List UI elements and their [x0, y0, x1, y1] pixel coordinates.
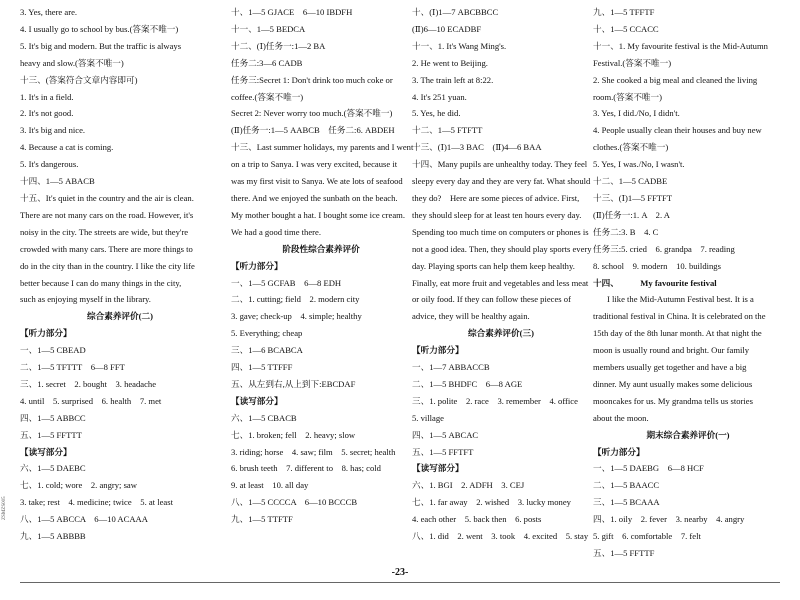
text-line: 十四、Many pupils are unhealthy today. They feel: [412, 159, 588, 170]
text-line: dinner. My aunt usually makes some delicious: [593, 378, 753, 389]
text-line: 八、1—5 ABCCA 6—10 ACAAA: [20, 514, 148, 525]
text-line: 三、1. secret 2. bought 3. headache: [20, 378, 157, 389]
text-line: 十二、1—5 FTFTT: [412, 125, 483, 136]
text-line: 任务三:Secret 1: Don't drink too much coke or: [231, 74, 393, 85]
text-line: 九、1—5 TTFTF: [231, 514, 293, 525]
text-line: 十三、(Ⅰ)1—5 FFTFT: [593, 192, 673, 203]
text-line: such as enjoying myself in the library.: [20, 294, 151, 305]
text-line: 一、1—7 ABBACCB: [412, 362, 490, 373]
text-line: 任务三:5. cried 6. grandpa 7. reading: [593, 243, 735, 254]
text-line: on a trip to Sanya. I was very excited, because it: [231, 159, 398, 170]
text-line: 七、1. far away 2. wished 3. lucky money: [412, 497, 571, 508]
text-line: 七、1. cold; wore 2. angry; saw: [20, 480, 137, 491]
text-line: 六、1—5 CBACB: [231, 412, 297, 423]
text-line: 十一、1. It's Wang Ming's.: [412, 40, 507, 51]
text-line: 五、1—5 FFTTF: [593, 548, 655, 558]
text-line: I like the Mid-Autumn Festival best. It is a: [607, 294, 754, 305]
text-line: 4. People usually clean their houses and buy new: [593, 125, 762, 136]
text-line: We had a good time there.: [231, 226, 321, 237]
text-line: 3. The train left at 8:22.: [412, 74, 494, 85]
answer-column-1: [20, 4, 220, 545]
text-line: 四、1—5 ABCAC: [412, 429, 479, 440]
text-line: (Ⅱ)任务一:1. A 2. A: [593, 209, 670, 220]
text-line: 3. take; rest 4. medicine; twice 5. at least: [20, 497, 173, 508]
text-line: 3. It's big and nice.: [20, 125, 86, 136]
text-line: 十三、(Ⅰ)1—3 BAC (Ⅱ)4—6 BAA: [412, 142, 542, 153]
text-line: 2. He went to Beijing.: [412, 57, 488, 68]
text-line: 九、1—5 TFFTF: [593, 7, 655, 17]
answer-column-3: [412, 4, 590, 545]
text-line: There are not many cars on the road. However, it's: [20, 209, 194, 220]
text-line: 五、1—5 FFTFT: [412, 446, 474, 457]
text-line: 四、1—5 ABBCC: [20, 412, 86, 423]
text-line: (Ⅱ)任务一:1—5 AABCB 任务二:6. ABDEH: [231, 125, 395, 136]
text-line: 十一、1—5 BEDCA: [231, 23, 306, 34]
text-line: sleepy every day and they are very fat. What should: [412, 176, 591, 187]
text-line: 十、(Ⅰ)1—7 ABCBBCC: [412, 7, 499, 17]
text-line: not a good idea. Then, they should play sports every: [412, 243, 592, 254]
text-line: 二、1—5 BHDFC 6—8 AGE: [412, 378, 523, 389]
text-line: 5. Everything; cheap: [231, 328, 303, 339]
text-line: 二、1—5 BAACC: [593, 480, 660, 491]
text-line: 15th day of the 8th lunar month. At that night the: [593, 328, 762, 339]
text-line: do in the city than in the country. I like the city life: [20, 260, 195, 271]
text-line: members usually get together and have a big: [593, 362, 747, 373]
text-line: 十一、1. My favourite festival is the Mid-Autumn: [593, 40, 768, 51]
text-line: 4. I usually go to school by bus.(答案不唯一): [20, 23, 179, 34]
text-line: 九、1—5 ABBBB: [20, 531, 86, 542]
answer-column-2: [231, 4, 414, 528]
text-line: 2. It's not good.: [20, 108, 74, 119]
text-line: 1. It's in a field.: [20, 91, 74, 102]
text-line: Festival.(答案不唯一): [593, 57, 672, 68]
text-line: 十三、Last summer holidays, my parents and I went: [231, 142, 414, 153]
text-line: 八、1—5 CCCCA 6—10 BCCCB: [231, 497, 358, 508]
subsection-heading: 【读写部分】: [20, 446, 72, 457]
text-line: noisy in the city. The streets are wide, but they're: [20, 226, 189, 237]
text-line: (Ⅱ)6—10 ECADBF: [412, 23, 482, 34]
subsection-heading: 【读写部分】: [231, 395, 283, 406]
answer-column-4: [593, 4, 783, 562]
subsection-heading: 【听力部分】: [231, 260, 283, 271]
text-line: 二、1—5 TFTTT 6—8 FFT: [20, 362, 125, 373]
text-line: Finally, eat more fruit and vegetables and less meat: [412, 277, 589, 288]
text-line: 三、1. polite 2. race 3. remember 4. office: [412, 395, 578, 406]
essay-title: 十四、 My favourite festival: [593, 277, 717, 288]
text-line: 三、1—5 BCAAA: [593, 497, 660, 508]
text-line: 4. until 5. surprised 6. health 7. met: [20, 395, 162, 406]
text-line: 十、1—5 CCACC: [593, 23, 659, 34]
text-line: 5. gift 6. comfortable 7. felt: [593, 531, 701, 542]
text-line: they should sleep for at least ten hours every day.: [412, 209, 582, 220]
subsection-heading: 【读写部分】: [412, 463, 464, 474]
text-line: 六、1. BGI 2. ADFH 3. CEJ: [412, 480, 525, 491]
text-line: day. Playing sports can help them keep healthy.: [412, 260, 575, 271]
text-line: 3. gave; check-up 4. simple; healthy: [231, 311, 362, 322]
text-line: clothes.(答案不唯一): [593, 142, 669, 153]
text-line: 十二、(Ⅰ)任务一:1—2 BA: [231, 40, 326, 51]
text-line: moon is usually round and bright. Our family: [593, 345, 750, 356]
text-line: 八、1. did 2. went 3. took 4. excited 5. stay: [412, 531, 589, 542]
text-line: 十三、(答案符合文章内容即可): [20, 74, 138, 85]
text-line: 3. Yes, I did./No, I didn't.: [593, 108, 680, 119]
text-line: 8. school 9. modern 10. buildings: [593, 260, 721, 271]
text-line: 5. It's big and modern. But the traffic is always: [20, 40, 182, 51]
text-line: 六、1—5 DAEBC: [20, 463, 86, 474]
text-line: 6. brush teeth 7. different to 8. has; cold: [231, 463, 381, 474]
text-line: coffee.(答案不唯一): [231, 91, 304, 102]
section-heading: 期末综合素养评价(一): [646, 429, 730, 440]
text-line: 3. riding; horse 4. saw; film 5. secret; health: [231, 446, 396, 457]
text-line: crowded with many cars. There are more things to: [20, 243, 193, 254]
text-line: 5. Yes, I was./No, I wasn't.: [593, 159, 685, 170]
text-line: 一、1—5 DAEBG 6—8 HCF: [593, 463, 704, 474]
text-line: 4. It's 251 yuan.: [412, 91, 467, 102]
text-line: or oily food. If they can follow these pieces of: [412, 294, 571, 305]
text-line: 十四、1—5 ABACB: [20, 176, 95, 187]
text-line: 十五、It's quiet in the country and the air is clean.: [20, 192, 194, 203]
footer-rule: [20, 582, 780, 583]
text-line: 四、1—5 TTFFF: [231, 362, 293, 373]
subsection-heading: 【听力部分】: [412, 345, 464, 356]
text-line: 任务二:3. B 4. C: [593, 226, 659, 237]
text-line: 4. each other 5. back then 6. posts: [412, 514, 542, 525]
text-line: 5. It's dangerous.: [20, 159, 79, 170]
subsection-heading: 【听力部分】: [20, 328, 72, 339]
text-line: room.(答案不唯一): [593, 91, 662, 102]
text-line: 3. Yes, there are.: [20, 7, 78, 17]
text-line: My mother bought a hat. I bought some ice cream.: [231, 209, 405, 220]
text-line: there. And we enjoyed the sunbath on the beach.: [231, 192, 398, 203]
text-line: they do? Here are some pieces of advice. First,: [412, 192, 580, 203]
text-line: Secret 2: Never worry too much.(答案不唯一): [231, 108, 393, 119]
section-heading: 综合素养评价(二): [87, 311, 153, 322]
text-line: 5. village: [412, 412, 444, 423]
subsection-heading: 【听力部分】: [593, 446, 645, 457]
text-line: traditional festival in China. It is celebrated on the: [593, 311, 766, 322]
text-line: 9. at least 10. all day: [231, 480, 309, 491]
text-line: 一、1—5 GCFAB 6—8 EDH: [231, 277, 342, 288]
text-line: 四、1. oily 2. fever 3. nearby 4. angry: [593, 514, 745, 525]
text-line: 任务二:3—6 CADB: [231, 57, 303, 68]
page-number: -23-: [391, 567, 409, 578]
text-line: better because I can do many things in the city,: [20, 277, 182, 288]
text-line: heavy and slow.(答案不唯一): [20, 57, 124, 68]
text-line: advice, they will be healthy again.: [412, 311, 530, 322]
text-line: 五、1—5 FFTTT: [20, 429, 82, 440]
text-line: 2. She cooked a big meal and cleaned the living: [593, 74, 758, 85]
text-line: Spending too much time on computers or phones is: [412, 226, 589, 237]
section-heading: 阶段性综合素养评价: [282, 243, 360, 254]
text-line: 五、从左到右,从上到下:EBCDAF: [231, 378, 356, 389]
text-line: 一、1—5 CBEAD: [20, 345, 86, 356]
side-code: ZSMZS005: [2, 496, 7, 520]
section-heading: 综合素养评价(三): [468, 328, 534, 339]
text-line: 二、1. cutting; field 2. modern city: [231, 294, 360, 305]
text-line: mooncakes for us. My grandma tells us stories: [593, 395, 753, 406]
text-line: 十二、1—5 CADBE: [593, 176, 668, 187]
text-line: 5. Yes, he did.: [412, 108, 461, 119]
text-line: 十、1—5 GJACE 6—10 IBDFH: [231, 7, 353, 17]
text-line: 4. Because a cat is coming.: [20, 142, 114, 153]
text-line: was my first visit to Sanya. We ate lots of seafood: [231, 176, 403, 187]
text-line: 三、1—6 BCABCA: [231, 345, 303, 356]
text-line: about the moon.: [593, 412, 649, 423]
text-line: 七、1. broken; fell 2. heavy; slow: [231, 429, 356, 440]
